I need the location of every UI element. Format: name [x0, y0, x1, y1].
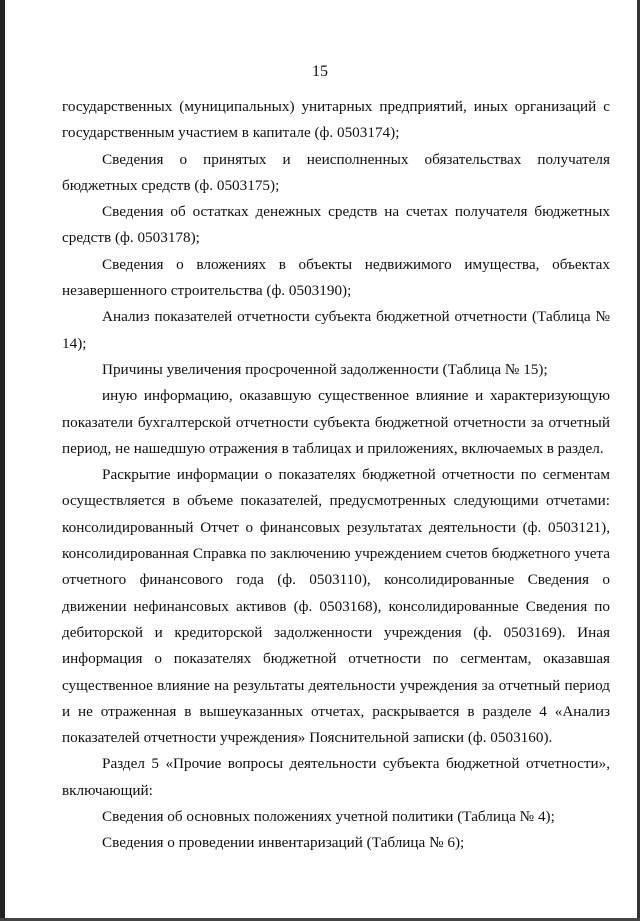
document-body — [62, 94, 610, 857]
paragraph: Сведения об основных положениях учетной политики (Таблица № 4); — [102, 808, 555, 826]
paragraph: иную информацию, оказавшую существенное влияние и характеризующую показатели бухгалтерской отчетности субъекта бюджетной отчетности за отчетный период, не нашедшую отражения в таблицах и приложениях, включаемых в раздел. — [62, 387, 610, 457]
paragraph: Раздел 5 «Прочие вопросы деятельности субъекта бюджетной отчетности», включающий: — [62, 755, 610, 799]
paragraph: Сведения об остатках денежных средств на счетах получателя бюджетных средств (ф. 0503178); — [62, 203, 610, 247]
paragraph: государственных (муниципальных) унитарных предприятий, иных организаций с государственным участием в капитале (ф. 0503174); — [62, 98, 610, 142]
paragraph: Сведения о принятых и неисполненных обязательствах получателя бюджетных средств (ф. 0503175); — [62, 150, 610, 194]
scan-edge-left — [0, 0, 5, 921]
paragraph: Причины увеличения просроченной задолженности (Таблица № 15); — [102, 360, 548, 378]
paragraph: Сведения о проведении инвентаризаций (Таблица № 6); — [102, 834, 465, 852]
page-number: 15 — [312, 63, 328, 80]
paragraph: Сведения о вложениях в объекты недвижимого имущества, объектах незавершенного строительства (ф. 0503190); — [62, 255, 610, 300]
paragraph: Анализ показателей отчетности субъекта бюджетной отчетности (Таблица № 14); — [62, 308, 610, 352]
paragraph: Раскрытие информации о показателях бюджетной отчетности по сегментам осуществляется в объеме показателей, предусмотренных следующими отчетами: консолидированный Отчет о финансовых результатах деятельности (ф. 0503121), консолидированная Справка по заключению учреждением счетов бюджетного учета отчетного финансового года (ф. 0503110), консолидированные Сведения о движении нефинансовых активов (ф. 0503168), консолидированные Сведения по дебиторской и кредиторской задолженности учреждения (ф. 0503169). Иная информация о показателях бюджетной отчетности по сегментам, оказавшая существенное влияние на результаты деятельности учреждения за отчетный период и не отраженная в вышеуказанных отчетах, раскрывается в разделе 4 «Анализ показателей отчетности учреждения» Пояснительной записки (ф. 0503160). — [62, 466, 610, 747]
